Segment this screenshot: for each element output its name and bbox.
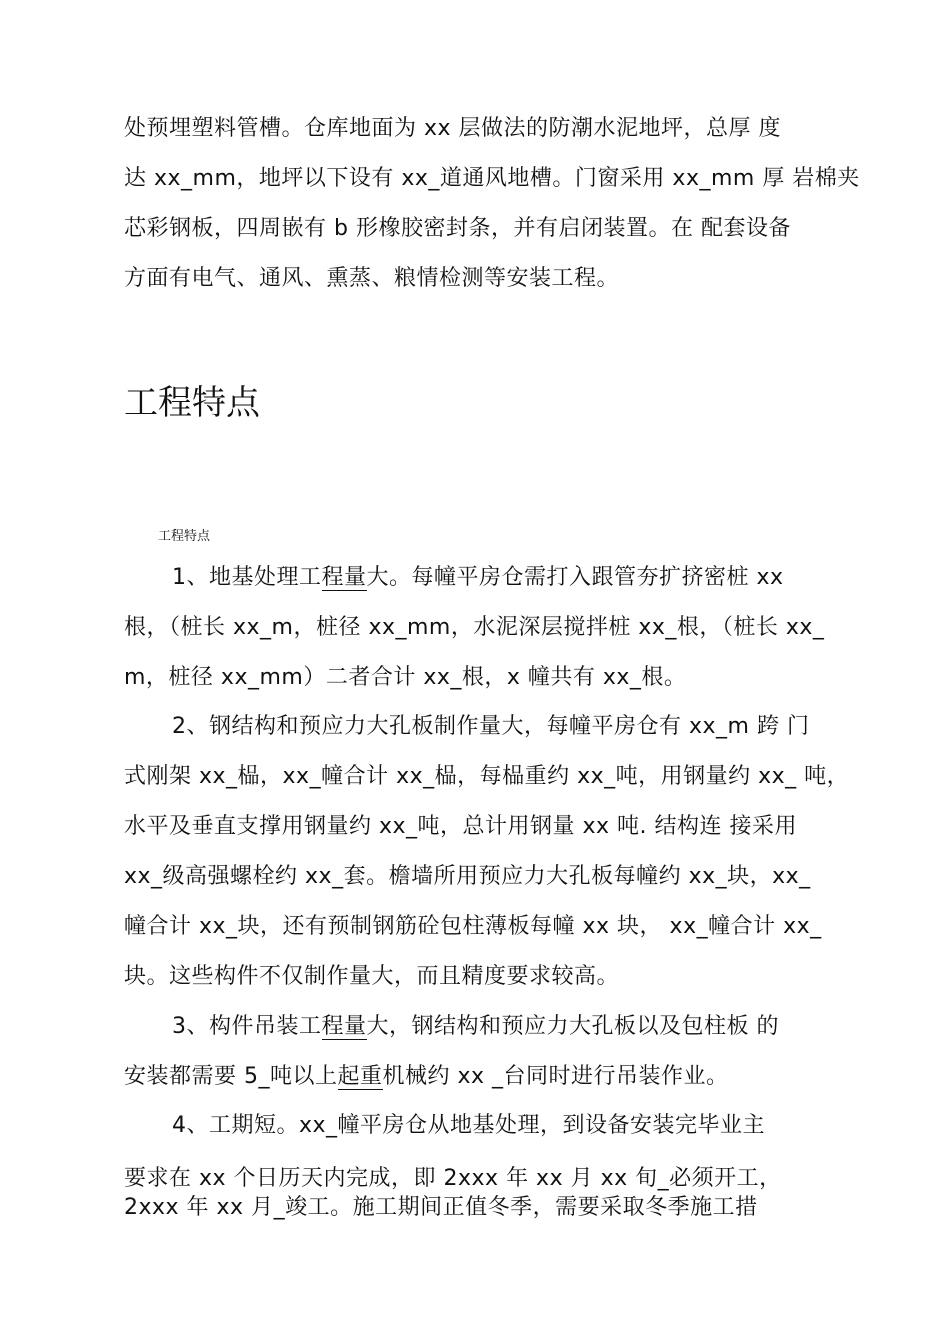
item1-line-1: [172, 563, 784, 593]
intro-line-2: 达 xx_mm，地坪以下设有 xx_道通风地槽。门窗采用 xx_mm 厚 岩棉夹: [124, 166, 860, 191]
item3-line-1: [172, 1012, 779, 1042]
item3-line-2-pre: 安装都需要 5_吨以上: [124, 1064, 338, 1089]
item3-line-1-pre: 3、构件吊装工: [172, 1014, 322, 1039]
section-heading: 工程特点: [124, 383, 260, 423]
item2-line-4: xx_级高强螺栓约 xx_套。檐墙所用预应力大孔板每幢约 xx_块，xx_: [124, 864, 811, 889]
item1-underlined-term: 程量: [321, 565, 367, 590]
intro-line-3: 芯彩钢板，四周嵌有 b 形橡胶密封条，并有启闭装置。在 配套设备: [124, 216, 791, 241]
item1-line-1-pre: 1、地基处理工: [172, 565, 322, 590]
intro-line-4: 方面有电气、通风、熏蒸、粮情检测等安装工程。: [124, 266, 620, 291]
intro-line-1: 处预埋塑料管槽。仓库地面为 xx 层做法的防潮水泥地坪，总厚 度: [124, 116, 782, 141]
item4-line-3: 2xxx 年 xx 月_竣工。施工期间正值冬季，需要采取冬季施工措: [124, 1195, 758, 1220]
item3-line-2: [124, 1062, 729, 1092]
item1-line-2: 根，（桩长 xx_m，桩径 xx_mm，水泥深层搅拌桩 xx_根，（桩长 xx_: [124, 615, 825, 640]
item3-underlined-term-2: 起重: [337, 1064, 383, 1089]
item2-line-5: 幢合计 xx_块，还有预制钢筋砼包柱薄板每幢 xx 块， xx_幢合计 xx_: [124, 914, 822, 939]
item2-line-6: 块。这些构件不仅制作量大，而且精度要求较高。: [124, 964, 620, 989]
item3-line-1-post: 大，钢结构和预应力大孔板以及包柱板 的: [366, 1014, 780, 1039]
item1-line-3: m，桩径 xx_mm）二者合计 xx_根，x 幢共有 xx_根。: [124, 665, 687, 690]
item2-line-2: 式刚架 xx_榀，xx_幢合计 xx_榀，每榀重约 xx_吨，用钢量约 xx_ 吨，: [124, 764, 850, 789]
item4-line-2: 要求在 xx 个日历天内完成，即 2xxx 年 xx 月 xx 旬_必须开工，: [124, 1166, 782, 1191]
item3-line-2-post: 机械约 xx _台同时进行吊装作业。: [382, 1064, 729, 1089]
item1-line-1-post: 大。每幢平房仓需打入跟管夯扩挤密桩 xx: [366, 565, 784, 590]
item4-line-1: 4、工期短。xx_幢平房仓从地基处理，到设备安装完毕业主: [172, 1113, 766, 1138]
item2-line-3: 水平及垂直支撑用钢量约 xx_吨，总计用钢量 xx 吨. 结构连 接采用: [124, 814, 798, 839]
item2-line-1: 2、钢结构和预应力大孔板制作量大，每幢平房仓有 xx_m 跨 门: [172, 714, 810, 739]
item3-underlined-term: 程量: [321, 1014, 367, 1039]
section-subheading: 工程特点: [158, 529, 211, 544]
